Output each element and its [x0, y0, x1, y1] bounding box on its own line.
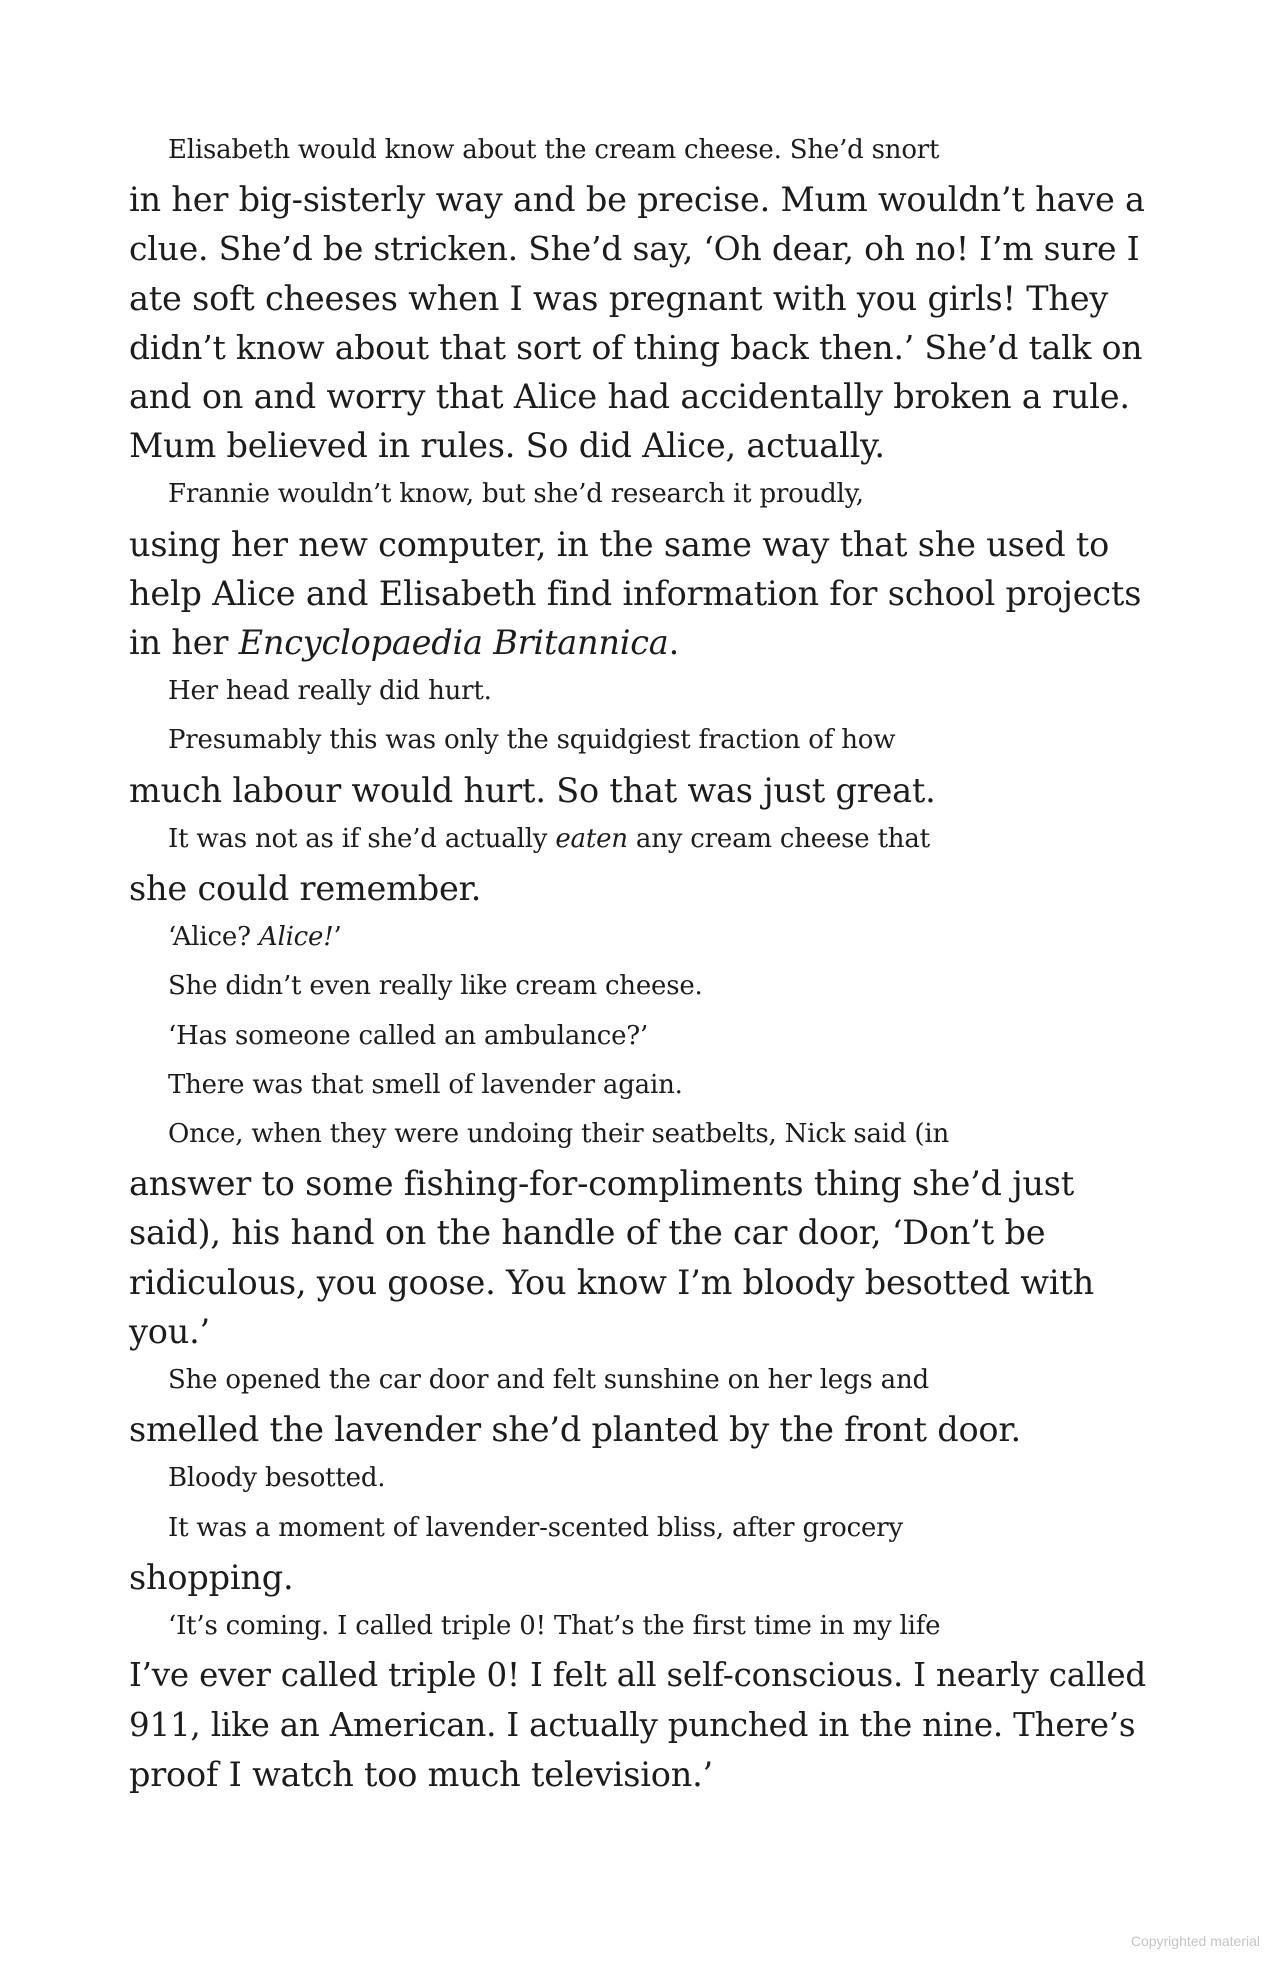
text-segment: I’ve ever called triple 0! I felt all self-conscious. I nearly called — [129, 1656, 1146, 1695]
text-segment: shopping. — [129, 1557, 294, 1597]
text-line — [129, 815, 1149, 864]
paragraph — [129, 126, 1149, 470]
paragraph — [129, 1110, 1149, 1356]
text-segment: you.’ — [129, 1311, 210, 1351]
text-line — [129, 323, 1149, 372]
text-segment: any cream cheese that — [627, 823, 930, 854]
text-line — [129, 1012, 1149, 1061]
text-line — [129, 1159, 1149, 1208]
text-line — [129, 766, 1149, 815]
text-line — [129, 520, 1149, 569]
italic-text: Alice! — [258, 922, 334, 953]
text-line — [129, 962, 1149, 1011]
paragraph — [129, 667, 1149, 716]
text-line — [129, 569, 1149, 618]
text-line — [129, 1651, 1149, 1700]
text-segment: and on and worry that Alice had accidentally broken a rule. — [129, 377, 1130, 417]
text-line — [129, 470, 1149, 519]
text-line — [129, 126, 1149, 175]
paragraph — [129, 815, 1149, 913]
text-segment: Bloody besotted. — [168, 1463, 386, 1494]
text-segment: using her new computer, in the same way that she used to — [129, 524, 1110, 564]
text-line — [129, 1356, 1149, 1405]
text-segment: It was a moment of lavender-scented bliss, after grocery — [168, 1512, 903, 1543]
text-line — [129, 1602, 1149, 1651]
text-segment: ’ — [333, 922, 342, 953]
text-segment: she could remember. — [129, 869, 482, 909]
text-line — [129, 1504, 1149, 1553]
text-segment: She opened the car door and felt sunshine on her legs and — [168, 1365, 929, 1396]
text-segment: It was not as if she’d actually — [168, 823, 556, 854]
text-segment: in her — [129, 623, 239, 663]
paragraph — [129, 1012, 1149, 1061]
text-segment: ridiculous, you goose. You know I’m bloody besotted with — [129, 1262, 1095, 1302]
text-segment: said), his hand on the handle of the car door, ‘Don’t be — [129, 1213, 1046, 1253]
text-segment: in her big-sisterly way and be precise. Mum wouldn’t have a — [129, 180, 1145, 220]
paragraph — [129, 1356, 1149, 1454]
text-line — [129, 1307, 1149, 1356]
text-segment: didn’t know about that sort of thing back then.’ She’d talk on — [129, 327, 1143, 367]
text-line — [129, 913, 1149, 962]
text-segment: clue. She’d be stricken. She’d say, ‘Oh dear, oh no! I’m sure I — [129, 229, 1140, 269]
text-line — [129, 667, 1149, 716]
paragraph — [129, 1504, 1149, 1602]
text-segment: ‘Alice? — [168, 922, 259, 953]
text-segment: ‘Has someone called an ambulance?’ — [168, 1020, 649, 1051]
text-line — [129, 1750, 1149, 1799]
text-segment: smelled the lavender she’d planted by the front door. — [129, 1410, 1021, 1450]
text-line — [129, 618, 1149, 667]
text-segment: She didn’t even really like cream cheese. — [168, 971, 703, 1002]
text-segment: Presumably this was only the squidgiest fraction of how — [168, 725, 896, 756]
text-segment: ‘It’s coming. I called triple 0! That’s the first time in my life — [168, 1611, 941, 1642]
text-line — [129, 1454, 1149, 1503]
text-segment: Her head really did hurt. — [168, 676, 492, 707]
paragraph — [129, 470, 1149, 667]
italic-text: eaten — [555, 823, 628, 854]
text-segment: 911, like an American. I actually punched in the nine. There’s — [129, 1705, 1136, 1744]
text-segment: help Alice and Elisabeth find information for school projects — [129, 573, 1142, 613]
italic-text: Encyclopaedia Britannica — [238, 623, 669, 663]
paragraph — [129, 1454, 1149, 1503]
text-line — [129, 1061, 1149, 1110]
text-line — [129, 1110, 1149, 1159]
text-line — [129, 716, 1149, 765]
text-segment: Elisabeth would know about the cream cheese. She’d snort — [168, 135, 940, 165]
text-segment: answer to some fishing-for-compliments thing she’d just — [129, 1164, 1075, 1204]
paragraph — [129, 962, 1149, 1011]
text-line — [129, 1208, 1149, 1257]
text-line — [129, 1701, 1149, 1750]
text-line — [129, 864, 1149, 913]
copyright-watermark: Copyrighted material — [1130, 1933, 1260, 1949]
body-text — [129, 126, 1149, 1799]
text-line — [129, 372, 1149, 421]
text-line — [129, 421, 1149, 470]
text-segment: ate soft cheeses when I was pregnant with you girls! They — [129, 278, 1109, 318]
text-line — [129, 175, 1149, 224]
text-segment: . — [668, 623, 680, 663]
paragraph — [129, 1602, 1149, 1799]
text-line — [129, 1258, 1149, 1307]
text-segment: Frannie wouldn’t know, but she’d research it proudly, — [168, 479, 864, 510]
text-segment: much labour would hurt. So that was just great. — [129, 770, 936, 810]
text-segment: Once, when they were undoing their seatbelts, Nick said (in — [168, 1119, 949, 1150]
text-segment: There was that smell of lavender again. — [168, 1069, 683, 1100]
text-line — [129, 224, 1149, 273]
paragraph — [129, 913, 1149, 962]
text-segment: Mum believed in rules. So did Alice, actually. — [129, 426, 885, 466]
paragraph — [129, 716, 1149, 814]
text-line — [129, 1553, 1149, 1602]
text-line — [129, 1405, 1149, 1454]
paragraph — [129, 1061, 1149, 1110]
text-line — [129, 274, 1149, 323]
text-segment: proof I watch too much television.’ — [129, 1754, 714, 1794]
